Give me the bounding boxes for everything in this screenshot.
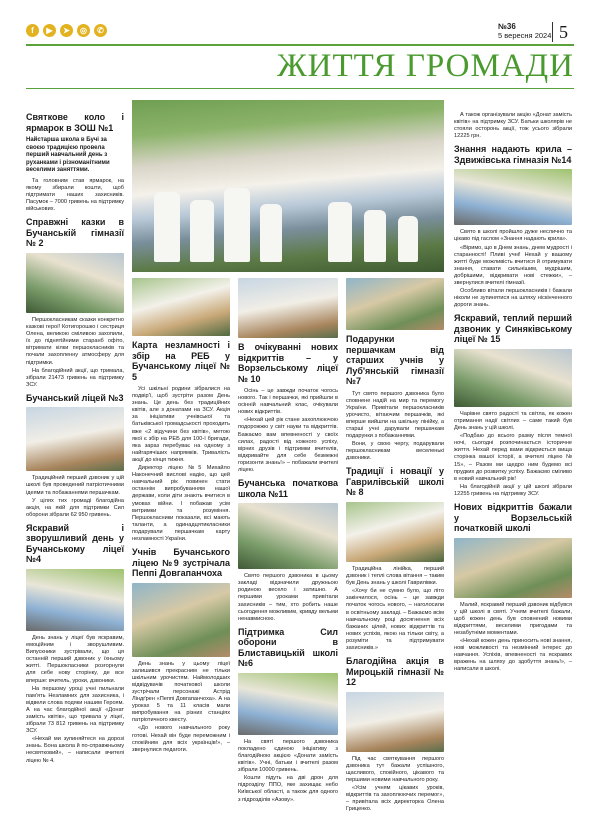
article-text: Під час святкування першого дзвоника тут бажали успішного, щасливого, спокійного, цікавого та першими новими навчального року. bbox=[346, 755, 444, 783]
article-photo bbox=[238, 673, 338, 735]
photo-figure bbox=[190, 200, 214, 262]
article-heading: Підтримка Сил оборони в Блиставицькій школі №6 bbox=[238, 626, 338, 669]
article-heading: Учнів Бучанського ліцею №9 зустрічала Пеппі Довгапанчоха bbox=[132, 547, 230, 579]
section-title: ЖИТТЯ ГРОМАДИ bbox=[277, 48, 574, 84]
photo-figure bbox=[398, 216, 418, 262]
article-heading: Справжні казки в Бучанській гімназії № 2 bbox=[26, 217, 124, 249]
article-heading: Бучанська початкова школа №11 bbox=[238, 478, 338, 499]
top-rule bbox=[26, 44, 574, 46]
article-text: «Нехай ми зупиняйтеся на дорозі знань. Бона школа й по-справжньому несвятковий», – написали вчителі ліцею № 4. bbox=[26, 736, 124, 764]
article-text: Кошти підуть на дві дрон для підрозділу ППО, яке захищає небо Київської області, а також для одного з підрозділів «Азову». bbox=[238, 775, 338, 803]
article-text: Малий, яскравий перший дзвоник відбувся у цій школі в святі. Учням вчителі бажали, щоб кожен день був сповнений новими відкриттями, веселими пригодами та незабутніми моментами. bbox=[454, 601, 572, 636]
column-5 bbox=[454, 112, 572, 674]
article-text: Особливо вітали першокласників і бажали ніколи не зупинятися на шляху ніскінченного дороги знань. bbox=[454, 288, 572, 309]
article-photo bbox=[238, 278, 338, 338]
social-icons bbox=[26, 24, 107, 37]
column-2 bbox=[132, 278, 230, 755]
photo-figure bbox=[260, 204, 282, 262]
article-photo bbox=[346, 278, 444, 330]
article-heading: Яскравий, теплий перший дзвоник у Синяківському ліцеї № 15 bbox=[454, 313, 572, 345]
title-rule bbox=[26, 88, 574, 89]
article-heading: Знання надають крила – Здвижівська гімназія №14 bbox=[454, 144, 572, 165]
article-photo bbox=[26, 569, 124, 631]
main-photo-schoolchildren bbox=[132, 100, 444, 272]
article-text: «Подбаю до всього разму після темної ночі, сьогодні розпочинається історичне життя. Нехай перед вами відкриється вища сторінка вашої історії, а вчителі ліцею № 15», – Разом ми щедро ним будемо всі прудких до розвитку успіху. Бажаємо сміливо в новий навчальний рік! bbox=[454, 433, 572, 482]
article-text: День знань у цьому ліцеї залишився прекрасним не тільки шкільним урочистям. Наймолодших відвідувачів початкової школи зустрічали персонажі Астрід Ліндґрен «Пеппі Довгапанчоха». А на уроках 5 та 11 класів мали випробування на різних станціях патріотичного квесту. bbox=[132, 660, 230, 724]
article-heading: Нових відкриттів бажали у Ворзельській початковій школі bbox=[454, 502, 572, 534]
article-text: «Хочу би не сумно було, що літо закінчилося, осінь – це завжди початок чогось нового, – наголосили в освітньому закладі. – Бажаємо всім навчальному році досягнення всіх бажаних цілей, нових відкриттів та нових успіхів, якою на тільки світу, а розуміти та підтримувати захисників.» bbox=[346, 588, 444, 651]
article-text: Першокласникам сказки конкретно казкові герої! Котигорошко і сестриця Олена, великою сміливою захопили, їх до піднятійними старанб офіто, вітримати кілки першокласників та почали захопленну атмосферу для підтримки. bbox=[26, 316, 124, 366]
article-text: «Усім учням цікавих уроків, відкриттів та захоплюючих перемог», – привітала всіх директорка Олена Гриценко. bbox=[346, 784, 444, 813]
article-heading: Карта незламності і збір на РЕБ у Бучанському ліцеї № 5 bbox=[132, 340, 230, 382]
article-text: Вони, у свою чергу, подарували першокласникам веселенькі дзвоники. bbox=[346, 441, 444, 462]
photo-figure bbox=[364, 210, 386, 262]
column-4 bbox=[346, 278, 444, 814]
article-photo bbox=[454, 169, 572, 225]
issue-date: 5 вересня 2024 bbox=[498, 31, 552, 40]
article-photo bbox=[454, 538, 572, 598]
photo-figure bbox=[224, 188, 250, 262]
article-text: «Нехай кожен день приносить нові знання, нові можливості та незмінний інтерес до навчання. Успіхів, впевненості та яскравих вражень на шляху до здобуття знань!», – написали в школі. bbox=[454, 638, 572, 673]
photo-figure bbox=[154, 192, 180, 262]
article-photo bbox=[26, 407, 124, 471]
article-text: День знань у ліцеї був яскравим, емоційним і зворушливим. Випускники зустрівали, що ця останній перший дзвоник у їхньому житті. Першокласники розгорнули для себе нову сторінку, де все вперше: вчитель, уроки, дзвоники. bbox=[26, 634, 124, 684]
article-photo bbox=[132, 583, 230, 657]
article-text: Тут свято першого дзвоника було сповнене надій на мир та перемогу України. Привітали першокласників урочисто, вітаючим першачків, які вперше вийшли на шкільну лінійку, а старші учні дарували першачкам подарунки з побажаннями. bbox=[346, 390, 444, 440]
article-heading: Бучанський ліцей №3 bbox=[26, 392, 124, 403]
article-text: Директор ліцею №5 Михайло Наконечний вислові надію, що цей навчальний рік повинен стати останнім випробуванням нашої держави, коли діти знають вчитися в умовах війни. І побажав усім витримки та розуміння. Першокласники показали, всі мають таланти, а одинадцятикласники подарували першачкам карту незламності України. bbox=[132, 465, 230, 542]
article-text: У цілях тих громаді благодійна акція, на якій для підтримки Сил оборони зібрали 62 950 гривень. bbox=[26, 497, 124, 518]
article-heading: В очікуванні нових відкриттів – у Ворзельському ліцеї № 10 bbox=[238, 342, 338, 384]
article-text: Традиційна лінійка, перший дзвоник і теплі слова вітання – таким був День знань у школі Гаврилівки. bbox=[346, 565, 444, 587]
column-3 bbox=[238, 278, 338, 805]
article-photo bbox=[238, 503, 338, 569]
article-text: «Віримо, що в Днем знань, днем мудрості і старанності! Пливі учні! Нехай у вашому житті буде можливість вчитися й отримувати знання, ставати сильнішим, мудрішим, добрішими, відкривати нові стежки», – звернулися вчителі гімназії. bbox=[454, 244, 572, 287]
photo-figure bbox=[328, 202, 352, 262]
article-text: А також організували акцію «Донат замість квітів» на підтримку ЗСУ. Батьки школярів не стояли осторонь акції, тож усього зібрали 12225 грн. bbox=[454, 112, 572, 140]
article-text: На благодійний акції, що тримала, зібрали 21473 гривень на підтримку ЗСУ. bbox=[26, 367, 124, 388]
article-text: Чарівне свято радості та світла, як кожен отримання надії світлих – саме такий був День знань у цій школі. bbox=[454, 410, 572, 432]
youtube-icon[interactable]: ▶ bbox=[43, 24, 56, 37]
article-text: Свято в школі пройшло дуже неслично та цікаво під гаслом «Знання надають крила». bbox=[454, 229, 572, 243]
viber-icon[interactable]: ✆ bbox=[94, 24, 107, 37]
facebook-icon[interactable]: f bbox=[26, 24, 39, 37]
issue-divider bbox=[552, 22, 553, 42]
article-heading: Святкове коло і ярмарок в ЗОШ №1 bbox=[26, 112, 124, 133]
article-heading: Благодійна акція в Мироцькій гімназії № 12 bbox=[346, 656, 444, 688]
article-photo bbox=[132, 278, 230, 336]
issue-number: №36 bbox=[498, 22, 516, 31]
article-photo bbox=[346, 692, 444, 752]
article-heading: Традиції і новації у Гаврилівській школі № 8 bbox=[346, 466, 444, 498]
article-text: Традиційний перший дзвоник у цій школі був проведений патріотичними ідеями та побажаннями першачкам. bbox=[26, 475, 124, 496]
article-photo bbox=[26, 253, 124, 313]
article-text: На першому уроці учні пильнали пам'ять Незламних для захисника, і відвели слова подяки нашим Героям. А на час благодійної акції «Донат замість квітів», що тривала у ліцеї, зібрали 73 812 гривень на підтримку ЗСУ. bbox=[26, 685, 124, 735]
telegram-icon[interactable]: ➤ bbox=[60, 24, 73, 37]
column-1 bbox=[26, 108, 124, 766]
article-text: Осінь – це завжди початок чогось нового. Так і першачки, які прийшли в осінній навчальний клас, очікували нових відкриттів. bbox=[238, 388, 338, 416]
article-text: «До нового навчального року готові. Нехай він буде переможним і спокійним для всіх українців!», – звернулися педагоги. bbox=[132, 725, 230, 753]
issue-info bbox=[498, 22, 551, 40]
article-heading: Подарунки першачкам від старших учнів у Луб'янській гімназії №7 bbox=[346, 334, 444, 386]
article-text: Та головним став ярмарок, на якому збирали кошти, щоб підтримати наших захисників. Пасумок – 7000 гривень на підтримку військових. bbox=[26, 177, 124, 213]
article-text: Усі шкільні родини зібралися на подвір'ї, щоб зустріти разом День знань. Це день без традиційних квітів, але з донатами на ЗСУ. Акція за ініціативи учнівської та батьківської громадськості проходить вже «2 відучини без квітів», метою якої є збір на РЕБ для 100-ї бригади, яка зараз перебуває на одному з найгарячіших напрямків. Тривалість акції до кінця тижня. bbox=[132, 386, 230, 463]
article-lead: Найстарша школа в Бучі за своєю традицією провела перший навчальний день з руханками і різноманітними веселими заняттями. bbox=[26, 137, 110, 174]
instagram-icon[interactable]: ◎ bbox=[77, 24, 90, 37]
article-photo bbox=[454, 349, 572, 407]
article-text: На святі першого дзвоника покладено єдиною ініціативу з благодійною акцією «Донати замість квітів». Учні, батьки і вчителі разом зібрали 10000 гривень. bbox=[238, 738, 338, 774]
article-heading: Яскравий і зворушливий день у Бучанському ліцеї №4 bbox=[26, 522, 124, 565]
article-text: «Нехай цей рік стане захоплюючою подорожжю у світ науки та відкриттів. Бажаємо вам впевненості у своїх силах, радості від кожного успіху, вірних друзів і підтримки вчителів, відкривайте для себе безмежні горизонти знань!» – побажали вчителі ліцею. bbox=[238, 417, 338, 474]
page-header bbox=[0, 0, 600, 90]
article-text: На благодійній акції у цій школі зібрали 12255 гривень на підтримку ЗСУ. bbox=[454, 483, 572, 497]
page-number: 5 bbox=[559, 22, 568, 42]
article-photo bbox=[346, 502, 444, 562]
article-text: Свято першого дзвоника в цьому закладі відзначили дружньою родиною весело і затишно. А першими уроками привітали захисників – тим, хто робить наше сьогодення можливим, кривду вельми ненавмисною. bbox=[238, 573, 338, 622]
